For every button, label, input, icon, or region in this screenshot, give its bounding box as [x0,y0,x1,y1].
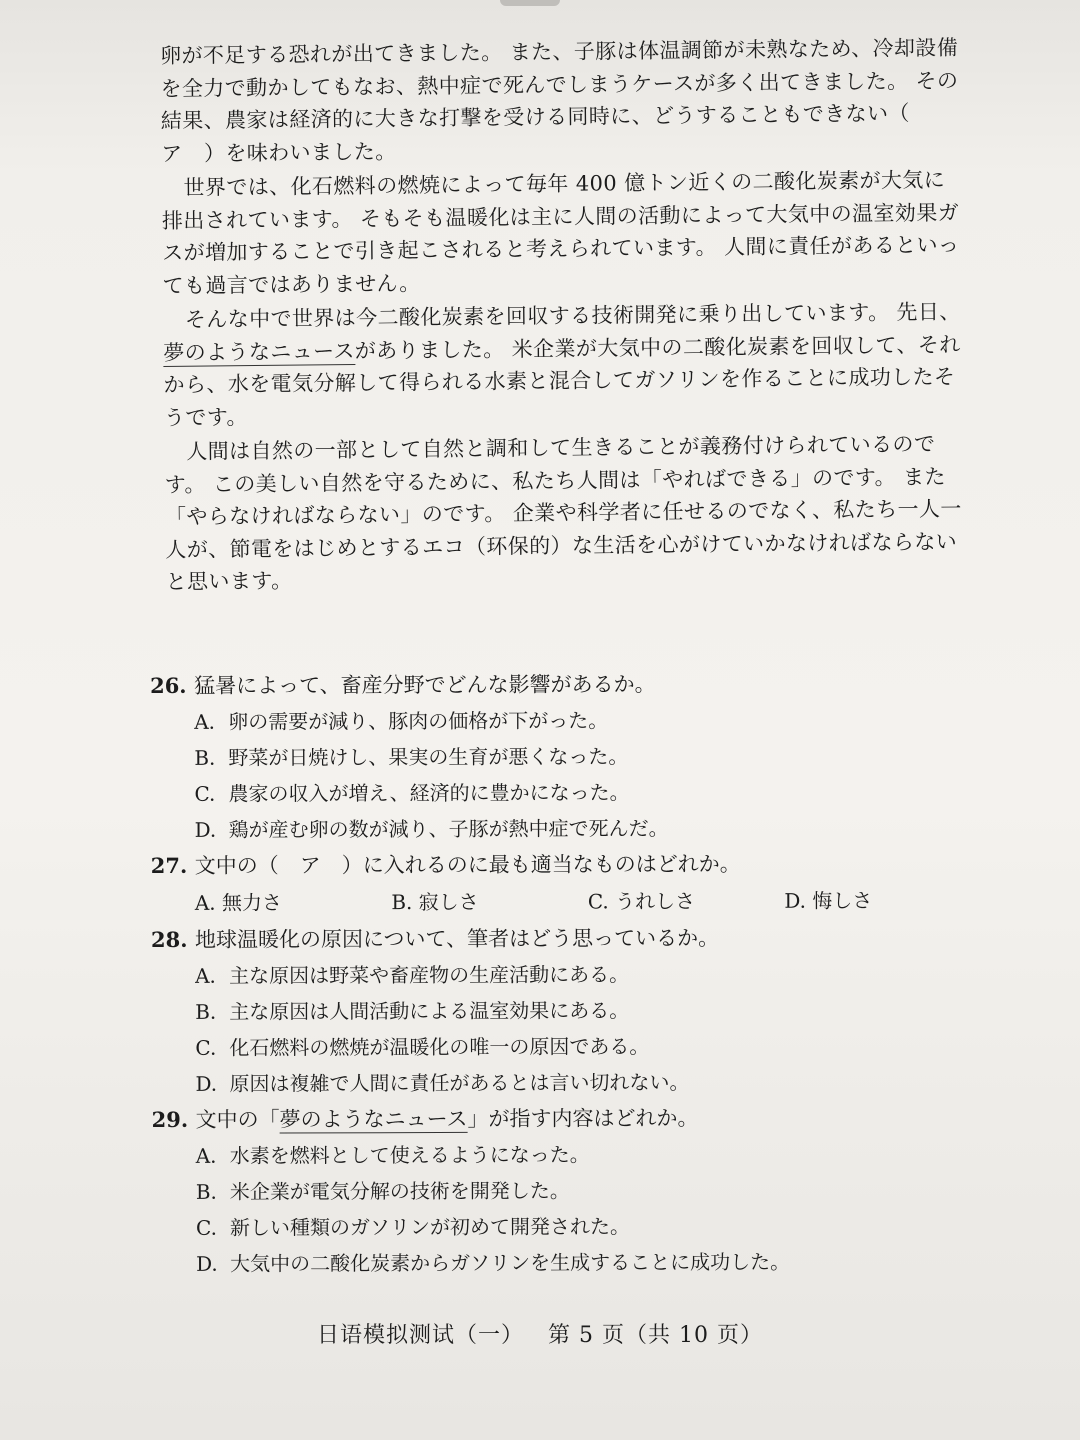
option-a: A. 水素を燃料として使えるようになった。 [195,1142,590,1168]
option-a: A. 卵の需要が減り、豚肉の価格が下がった。 [194,708,609,734]
option-c: C. 新しい種類のガソリンが初めて開発された。 [195,1214,630,1240]
page-footer [0,1318,1080,1349]
question-number: 26. [150,672,187,698]
paper-edge-shadow [500,0,560,6]
option-row [151,881,981,922]
reading-passage [160,32,966,601]
dream-news-underline: 夢のようなニュース [163,338,355,365]
passage-paragraph-2: 世界では、化石燃料の燃焼によって毎年 400 億トン近くの二酸化炭素が大気に排出されています。 そもそも温暖化は主に人間の活動によって大気中の温室効果ガスが増加することで引き起こされると考えられています。 人間に責任があるといっても過言ではありません。 [161,167,960,298]
passage-paragraph-3 [163,296,964,434]
question-26 [150,665,981,848]
option-a: A. 無力さ [194,890,283,915]
question-stem: 地球温暖化の原因について、筆者はどう思っているか。 [194,926,720,952]
question-28 [151,919,982,1102]
page-number: 第 5 页（共 10 页） [548,1323,763,1348]
option-d: D. 悔しさ [784,888,873,913]
option-a: A. 主な原因は野菜や畜産物の生産活動にある。 [195,962,630,988]
option-d: D. 大気中の二酸化炭素からガソリンを生成することに成功した。 [196,1249,791,1276]
passage-p3-text-after: がありました。 米企業が大気中の二酸化炭素を回収して、それから、水を電気分解して得られる水素と混合してガソリンを作ることに成功したそうです。 [163,332,961,430]
dream-news-underline: 夢のようなニュース [279,1106,468,1132]
exam-title: 日语模拟测试（一） [317,1323,525,1348]
question-number: 27. [150,852,188,878]
option-c: C. 化石燃料の燃焼が温暖化の唯一の原因である。 [195,1034,650,1060]
question-list [150,665,982,1282]
question-29 [152,1099,983,1282]
option-d: D. 原因は複雑で人間に責任があるとは言い切れない。 [195,1070,690,1096]
option-b: B. 米企業が電気分解の技術を開発した。 [195,1178,570,1204]
question-stem: 文中の（ ア ）に入れるのに最も適当なものはどれか。 [194,851,741,878]
question-number: 29. [151,1106,189,1132]
option-b: B. 主な原因は人間活動による温室効果にある。 [195,998,630,1024]
option-b: B. 寂しさ [391,889,479,915]
option-c: C. 農家の収入が増え、経済的に豊かになった。 [194,780,630,806]
passage-paragraph-1: 卵が不足する恐れが出てきました。 また、子豚は体温調節が未熟なため、冷却設備を全力で動かしてもなお、熱中症で死んでしまうケースが多く出てきました。 その結果、農家は経済的に大きな打撃を受ける同時に、どうすることもできない（ ア ）を味わいました。 [160,35,959,166]
question-27 [151,845,981,922]
question-number: 28. [150,926,188,952]
option-b: B. 野菜が日焼けし、果実の生育が悪くなった。 [194,744,629,770]
option-d: D. 鶏が産む卵の数が減り、子豚が熱中症で死んだ。 [194,816,669,842]
passage-p3-text-before: そんな中で世界は今二酸化炭素を回収する技術開発に乗り出しています。 先日、 [184,299,961,332]
question-stem-before: 文中の「 [195,1107,280,1132]
question-stem-after: 」が指す内容はどれか。 [467,1106,699,1131]
option-c: C. うれしさ [587,889,696,914]
passage-paragraph-4: 人間は自然の一部として自然と調和して生きることが義務付けられているのです。 この美しい自然を守るために、私たち人間は「やればできる」のです。 また「やらなければならない」のです。 企業や科学者に任せるのでなく、私たち一人一人が、節電をはじめとするエコ（环保的）な生活を心がけていかなければならないと思います。 [164,431,962,594]
question-stem: 猛暑によって、畜産分野でどんな影響があるか。 [194,672,656,698]
